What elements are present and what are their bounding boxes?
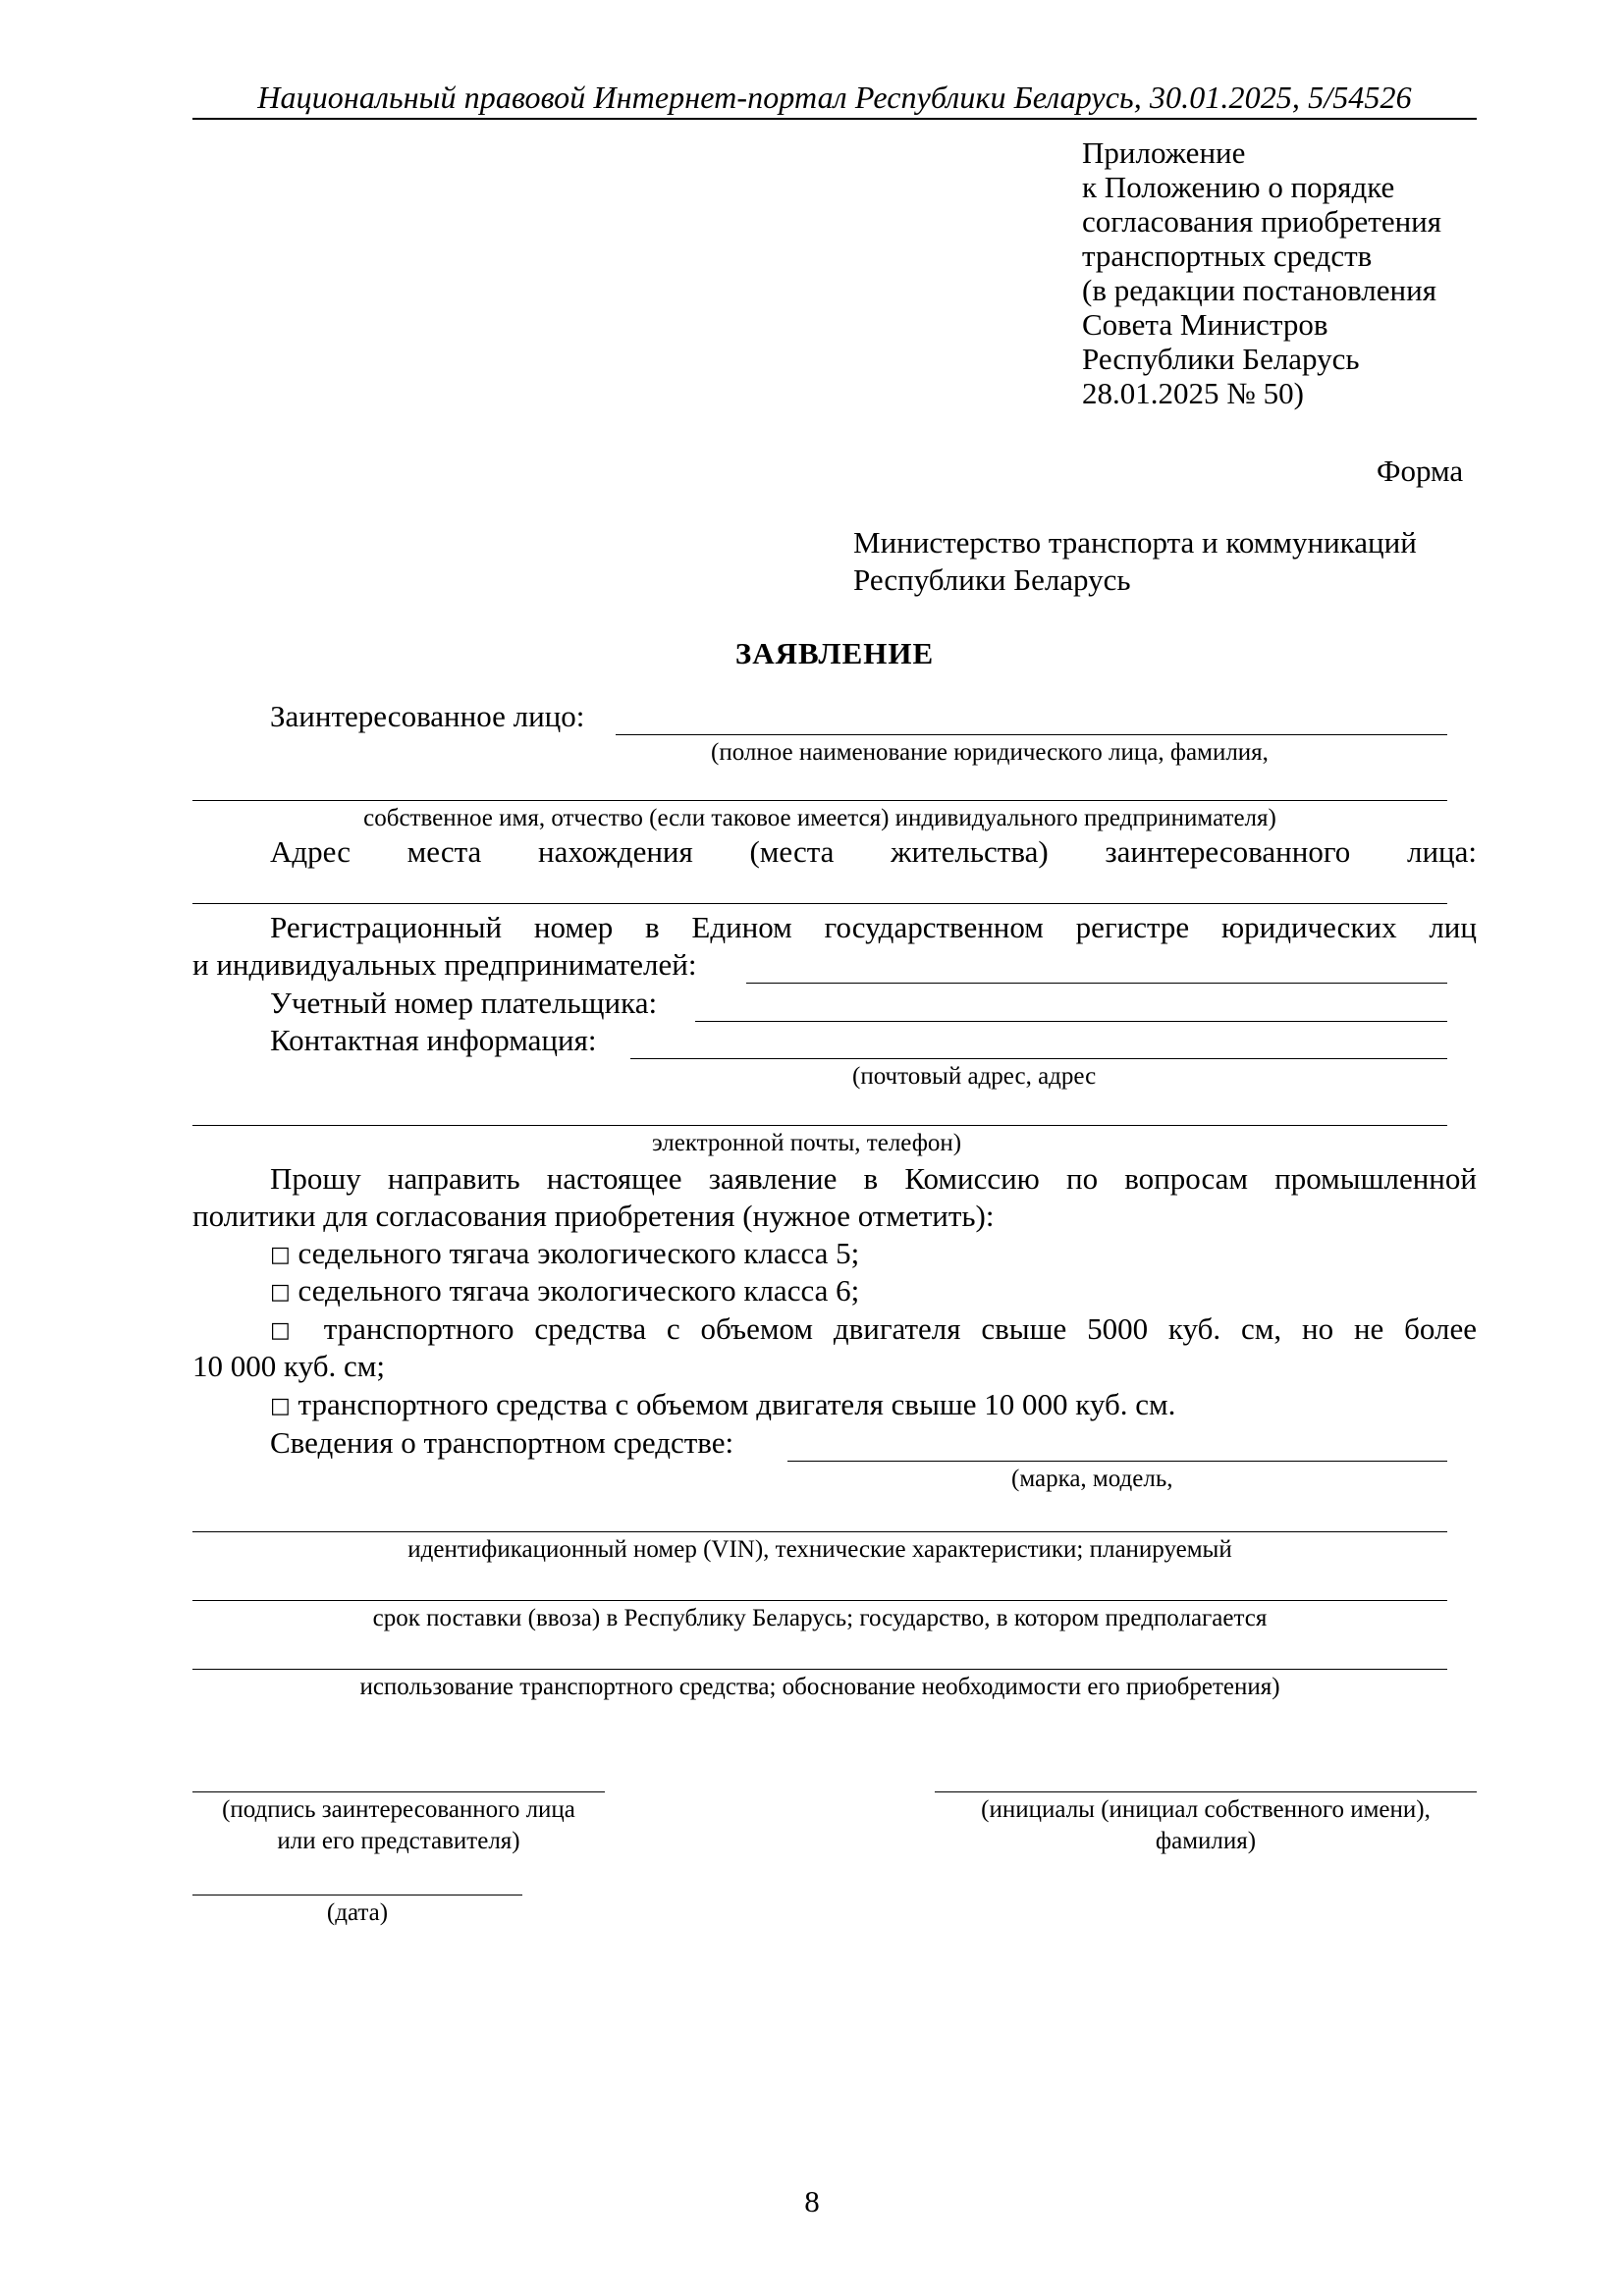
interested-person-field[interactable]	[616, 734, 1447, 735]
option-eco-class-6[interactable]	[270, 1273, 859, 1312]
option-label: седельного тягача экологического класса 5;	[298, 1236, 860, 1270]
taxpayer-field[interactable]	[695, 1021, 1447, 1022]
appendix-line: Совета Министров	[1082, 307, 1328, 342]
vehicle-field-4[interactable]	[192, 1669, 1447, 1670]
contact-hint-2: электронной почты, телефон)	[652, 1130, 962, 1156]
registration-label-cont: и индивидуальных предпринимателей:	[192, 947, 697, 982]
portal-header: Национальный правовой Интернет-портал Республики Беларусь, 30.01.2025, 5/54526	[257, 80, 1412, 115]
appendix-line: транспортных средств	[1082, 239, 1373, 273]
interested-person-hint-2: собственное имя, отчество (если таковое имеется) индивидуального предпринимателя)	[363, 805, 1276, 831]
appendix-line: Приложение	[1082, 135, 1246, 170]
contact-field-2[interactable]	[192, 1125, 1447, 1126]
vehicle-field-2[interactable]	[192, 1531, 1447, 1532]
contact-label: Контактная информация:	[270, 1023, 597, 1057]
checkbox-icon[interactable]: □	[270, 1280, 291, 1305]
signature-hint-2: или его представителя)	[277, 1828, 520, 1854]
option-engine-5000-10000[interactable]	[270, 1311, 1477, 1351]
appendix-line: Республики Беларусь	[1082, 342, 1360, 376]
checkbox-icon[interactable]: □	[270, 1394, 291, 1418]
request-text: Прошу направить настоящее заявление в Комиссию по вопросам промышленной	[270, 1161, 1477, 1196]
vehicle-hint-3: срок поставки (ввоза) в Республику Беларусь; государство, в котором предполагается	[372, 1605, 1268, 1631]
address-field[interactable]	[192, 903, 1447, 904]
vehicle-hint-4: использование транспортного средства; обоснование необходимости его приобретения)	[359, 1674, 1280, 1700]
date-hint: (дата)	[326, 1899, 389, 1926]
appendix-line: 28.01.2025 № 50)	[1082, 376, 1304, 410]
document-title: ЗАЯВЛЕНИЕ	[734, 636, 935, 670]
date-field[interactable]	[192, 1895, 522, 1896]
option-engine-5000-10000-cont: 10 000 куб. см;	[192, 1349, 385, 1383]
option-engine-over-10000[interactable]	[270, 1387, 1175, 1426]
option-eco-class-5[interactable]	[270, 1236, 859, 1275]
header-rule	[192, 118, 1477, 120]
appendix-line: к Положению о порядке	[1082, 170, 1395, 204]
vehicle-label: Сведения о транспортном средстве:	[270, 1425, 734, 1460]
checkbox-icon[interactable]: □	[270, 1243, 291, 1267]
appendix-line: согласования приобретения	[1082, 204, 1442, 239]
signature-hint: (подпись заинтересованного лица	[222, 1796, 575, 1823]
request-text-cont: политики для согласования приобретения (нужное отметить):	[192, 1199, 995, 1233]
interested-person-hint: (полное наименование юридического лица, фамилия,	[711, 739, 1269, 766]
addressee-line: Министерство транспорта и коммуникаций	[853, 525, 1417, 560]
addressee-line: Республики Беларусь	[853, 562, 1131, 597]
initials-hint-2: фамилия)	[1155, 1828, 1257, 1854]
vehicle-field[interactable]	[787, 1461, 1447, 1462]
vehicle-hint: (марка, модель,	[1011, 1466, 1173, 1492]
contact-hint: (почтовый адрес, адрес	[852, 1063, 1097, 1090]
option-label: транспортного средства с объемом двигателя свыше 10 000 куб. см.	[298, 1387, 1176, 1421]
initials-hint: (инициалы (инициал собственного имени),	[981, 1796, 1431, 1823]
checkbox-icon[interactable]: □	[270, 1318, 303, 1343]
taxpayer-label: Учетный номер плательщика:	[270, 986, 658, 1020]
form-label: Форма	[1377, 454, 1464, 488]
initials-field[interactable]	[935, 1791, 1477, 1792]
address-label: Адрес места нахождения (места жительства) заинтересованного лица:	[270, 834, 1477, 869]
appendix-block	[1082, 135, 1441, 410]
appendix-line: (в редакции постановления	[1082, 273, 1436, 307]
signature-field[interactable]	[192, 1791, 605, 1792]
vehicle-field-3[interactable]	[192, 1600, 1447, 1601]
option-label: седельного тягача экологического класса 6;	[298, 1273, 860, 1308]
registration-label: Регистрационный номер в Едином государственном регистре юридических лиц	[270, 910, 1477, 944]
page-number: 8	[804, 2184, 820, 2218]
interested-person-label: Заинтересованное лицо:	[270, 699, 585, 733]
interested-person-field-2[interactable]	[192, 800, 1447, 801]
addressee-block	[853, 524, 1417, 599]
contact-field[interactable]	[630, 1058, 1447, 1059]
registration-field[interactable]	[746, 983, 1447, 984]
option-label: транспортного средства с объемом двигателя свыше 5000 куб. см, но не более	[323, 1311, 1477, 1346]
vehicle-hint-2: идентификационный номер (VIN), технические характеристики; планируемый	[407, 1536, 1232, 1563]
